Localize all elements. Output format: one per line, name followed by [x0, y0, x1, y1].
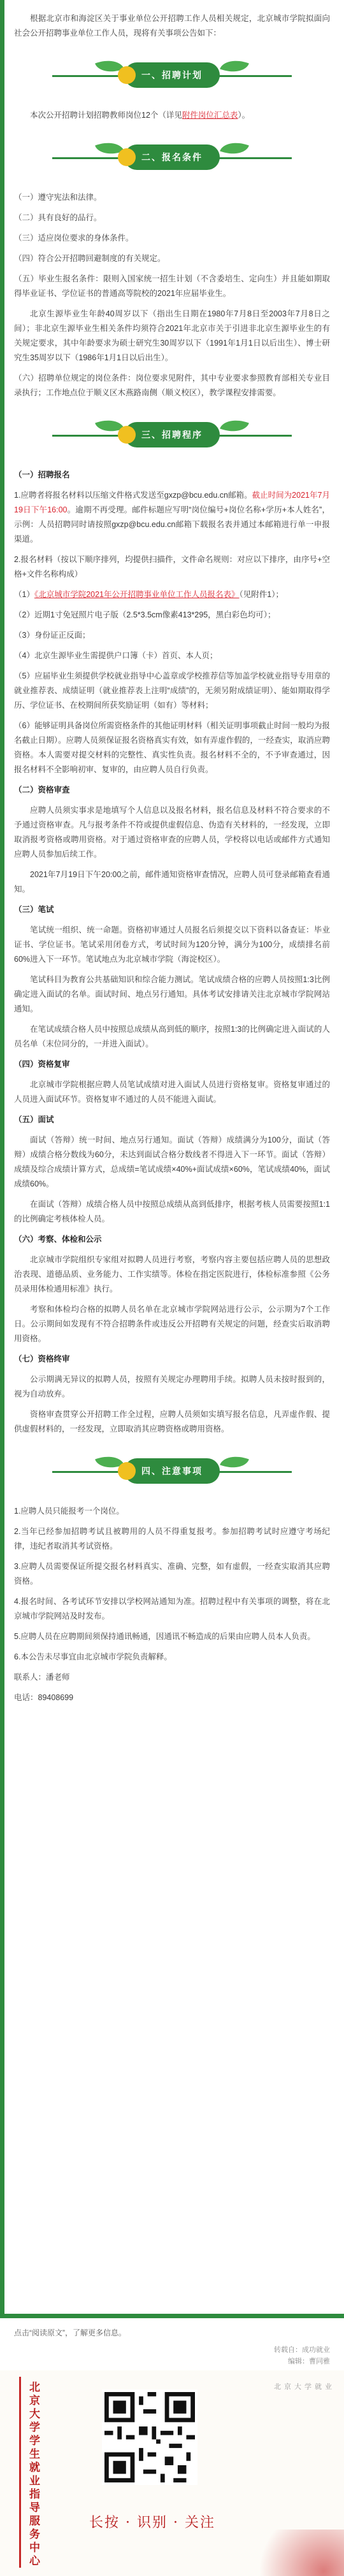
application-form-link[interactable]: 《北京城市学院2021年公开招聘事业单位工作人员报名表》	[34, 590, 240, 599]
deadline-text: 截止时间为2021年7月19日下午16:00	[14, 491, 330, 514]
plan-text: 本次公开招聘计划招聘教师岗位12个（详见	[30, 111, 182, 120]
procedure-paragraph: 面试（答辩）统一时间、地点另行通知。面试（答辩）成绩满分为100分，面试（答辩）成绩合格分数线为60分，未达到面试合格分数线者不得进入下一环节。面试（答辩）成绩及综合成绩计算方式，总成绩=笔试成绩×40%+面试成绩×60%，笔试成绩40%，面试成绩60%。	[14, 1136, 330, 1188]
requirement-item: （一）遵守宪法和法律。	[14, 193, 102, 202]
qr-code[interactable]	[102, 2389, 197, 2485]
note-item: 1.应聘人员只能报考一个岗位。	[14, 1507, 124, 1516]
note-item: 2.当年已经参加招聘考试且被聘用的人员不得重复报考。参加招聘考试时应遵守考场纪律，违纪者取消其考试资格。	[14, 1527, 330, 1551]
procedure-paragraph: 笔试统一组织、统一命题。资格初审通过人员报名后须提交以下资料以备查证：毕业证书、学位证书。笔试采用闭卷方式，考试时间为120分钟，满分为100分，成绩排名前60%进入下一环节。笔试地点为北京城市学院（海淀校区）。	[14, 926, 330, 964]
procedure-paragraph: 应聘人员须实事求是地填写个人信息以及报名材料，报名信息及材料不符合要求的不予通过资格审查。凡与报考条件不符或提供虚假信息、伪造有关材料的，一经发现，立即取消报考资格或聘用资格。对于通过资格审查的应聘人员，学校将以电话或邮件方式通知应聘人员参加后续工作。	[14, 806, 330, 859]
article-footer	[0, 2318, 344, 2367]
follow-banner	[0, 2370, 344, 2576]
section-header-procedure	[14, 413, 330, 456]
procedure-paragraph: 资格审查贯穿公开招聘工作全过程，应聘人员须如实填写报名信息，凡弄虚作假、提供虚假材料的，一经发现，立即取消其应聘资格或聘用资格。	[14, 1410, 330, 1433]
procedure-heading: （一）招聘报名	[14, 470, 70, 479]
material-note: （见附件1）；	[239, 590, 283, 599]
section-header-notes	[14, 1449, 330, 1493]
section-header-plan	[14, 53, 330, 97]
material-item: （5）应届毕业生须提供学校就业指导中心盖章或学校推荐信等加盖学校就业指导专用章的就业推荐表、成绩证明（就业推荐表上注明“成绩”的，无须另附成绩证明）、能如期取得学历、学位证书、在校期间所获奖励证明（如有）等材料；	[14, 672, 330, 710]
procedure-paragraph	[14, 488, 330, 547]
leaf-icon	[220, 137, 249, 160]
phone-label: 电话：	[14, 1693, 38, 1702]
banner-side-char: 就	[315, 2383, 322, 2391]
banner-side-char: 京	[284, 2383, 291, 2391]
procedure-paragraph: 在面试（答辩）成绩合格人员中按照总成绩从高到低排序，根据考核人员需要按照1:1的比例确定考核体检人员。	[14, 1200, 330, 1223]
section-title: 三、招聘程序	[124, 422, 220, 447]
section-header-requirements	[14, 136, 330, 179]
procedure-paragraph: 考察和体检均合格的拟聘人员名单在北京城市学院网站进行公示，公示期为7个工作日。公示期间如发现有不符合招聘条件或违反公开招聘有关规定的问题，经查实后取消聘用资格。	[14, 1305, 330, 1343]
contact-phone	[14, 1691, 330, 1705]
note-item: 4.报名时间、各考试环节安排以学校网站通知为准。招聘过程中有关事项的调整，将在北京城市学院网站及时发布。	[14, 1597, 330, 1621]
procedure-paragraph: 在笔试成绩合格人员中按照总成绩从高到低的顺序，按照1:3的比例确定进入面试的人员名单（末位同分的，一并进入面试）。	[14, 1025, 330, 1048]
procedure-heading: （七）资格终审	[14, 1355, 70, 1363]
requirement-item: （二）具有良好的品行。	[14, 213, 102, 222]
leaf-icon	[220, 55, 249, 78]
contact-label: 联系人：	[14, 1673, 47, 1682]
banner-side-char: 业	[325, 2383, 332, 2391]
banner-vertical-title: 北京大学学生就业指导服务中心	[29, 2381, 40, 2567]
section-title: 一、招聘计划	[124, 62, 220, 88]
procedure-paragraph: 公示期满无异议的拟聘人员，按照有关规定办理聘用手续。拟聘人员未按时报到的，视为自动放弃。	[14, 1375, 330, 1398]
plan-paragraph	[14, 108, 330, 123]
procedure-paragraph: 2.报名材料（按以下顺序排列，均提供扫描件，文件命名规则：对应以下排序，由序号+空格+文件名称构成）	[14, 555, 330, 579]
banner-divider	[19, 2377, 21, 2568]
requirement-item: 北京生源毕业生年龄40周岁以下（指出生日期在1980年7月8日至2003年7月8日之间）；非北京生源毕业生相关条件均须符合2021年北京市关于引进非北京生源毕业生的有关规定要求，其中年龄要求为硕士研究生30周岁以下（1991年1月1日以后出生）、博士研究生35周岁以下（1986年1月1日以后出生）。	[14, 309, 330, 362]
phone-number[interactable]: 89408699	[38, 1693, 74, 1702]
contact-name: 潘老师	[46, 1673, 70, 1682]
requirement-item: （四）符合公开招聘回避制度的有关规定。	[14, 254, 166, 263]
contact-person	[14, 1670, 330, 1685]
note-item: 6.本公告未尽事宜由北京城市学院负责解释。	[14, 1652, 172, 1661]
banner-side-char: 大	[294, 2383, 301, 2391]
requirement-item: （五）毕业生报名条件：限则入国家统一招生计划（不含委培生、定向生）并且能如期取得毕业证书、学位证书的普通高等院校的2021年应届毕业生。	[14, 274, 330, 298]
material-item: （6）能够证明具备岗位所需资格条件的其他证明材料（相关证明事项截止时间一般均为报名截止日期）。应聘人员须保证报名资格真实有效，如有弄虚作假的，一经查实，取消应聘资格。本人需要对提交材料的完整性、真实性负责。报名材料不全的，不予审查通过，因报名材料不全影响初审、复审的，由应聘人员自行负责。	[14, 721, 330, 774]
attachment-link[interactable]: 附件岗位汇总表	[182, 111, 238, 120]
material-item	[14, 588, 330, 602]
leaf-icon	[220, 1451, 249, 1474]
note-item: 5.应聘人员在应聘期间须保持通讯畅通，因通讯不畅造成的后果由应聘人员本人负责。	[14, 1632, 315, 1641]
article-content	[14, 11, 330, 1711]
procedure-heading: （四）资格复审	[14, 1060, 70, 1069]
procedure-heading: （六）考察、体检和公示	[14, 1235, 102, 1244]
banner-side-char: 学	[305, 2383, 312, 2391]
editor-line: 编辑：曹同雅	[288, 2358, 330, 2365]
material-item: （2）近期1寸免冠照片电子版（2.5*3.5cm像素413*295，黑白彩色均可）；	[14, 610, 276, 619]
procedure-paragraph: 北京城市学院组织专家组对拟聘人员进行考察，考察内容主要包括应聘人员的思想政治表现、道德品质、业务能力、工作实绩等。体检在指定医院进行，体检标准参照《公务员录用体检通用标准》执行。	[14, 1255, 330, 1293]
banner-side-char: 北	[274, 2383, 281, 2391]
procedure-paragraph: 北京城市学院根据应聘人员笔试成绩对进入面试人员进行资格复审。资格复审通过的人员进入面试环节。资格复审不通过的人员不能进入面试。	[14, 1080, 330, 1104]
read-original-hint[interactable]: 点击“阅读原文”，了解更多信息。	[14, 2328, 126, 2337]
submission-text-2: 。逾期不再受理。邮件标题应写明“岗位编号+岗位名称+学历+本人姓名”，示例：人员招聘同时请按照gxzp@bcu.edu.cn邮箱下载报名表并通过本邮箱进行单一申报渠道。	[14, 505, 330, 544]
source-line: 转载自：成功就业	[274, 2346, 330, 2354]
material-item: （4）北京生源毕业生需提供户口簿（卡）首页、本人页；	[14, 651, 218, 660]
procedure-paragraph: 2021年7月19日下午20:00之前，邮件通知资格审查情况，应聘人员可登录邮箱查看通知。	[14, 870, 330, 894]
section-title: 二、报名条件	[124, 144, 220, 170]
section-title: 四、注意事项	[124, 1458, 220, 1484]
procedure-heading: （五）面试	[14, 1115, 54, 1124]
material-number: （1）	[14, 590, 34, 599]
leaf-icon	[220, 414, 249, 437]
intro-paragraph: 根据北京市和海淀区关于事业单位公开招聘工作人员相关规定，北京城市学院拟面向社会公开招聘事业单位工作人员，现将有关事项公告如下：	[14, 14, 330, 38]
material-item: （3）身份证正反面；	[14, 631, 90, 640]
procedure-heading: （二）资格审查	[14, 785, 70, 794]
note-item: 3.应聘人员需要保证所提交报名材料真实、准确、完整，如有虚假，一经查实取消其应聘资格。	[14, 1562, 330, 1586]
procedure-heading: （三）笔试	[14, 905, 54, 914]
plan-text-end: ）。	[238, 111, 250, 120]
procedure-paragraph: 笔试科目为教育公共基础知识和综合能力测试。笔试成绩合格的应聘人员按照1:3比例确定进入面试的名单。面试时间、地点另行通知。具体考试安排请关注北京城市学院网站通知。	[14, 975, 330, 1013]
banner-decoration	[242, 2530, 344, 2576]
banner-slogan: 长按 · 识别 · 关注	[89, 2515, 215, 2531]
qr-code-icon	[104, 2392, 195, 2482]
submission-text: 1.应聘者将报名材料以压缩文件格式发送至gxzp@bcu.edu.cn邮箱。	[14, 491, 252, 500]
requirement-item: （六）招聘单位规定的岗位条件：岗位要求见附件，其中专业要求参照教育部相关专业目录执行；工作地点位于顺义区木燕路南侧（顺义校区），教学课程安排需要。	[14, 374, 330, 397]
requirement-item: （三）适应岗位要求的身体条件。	[14, 234, 134, 243]
